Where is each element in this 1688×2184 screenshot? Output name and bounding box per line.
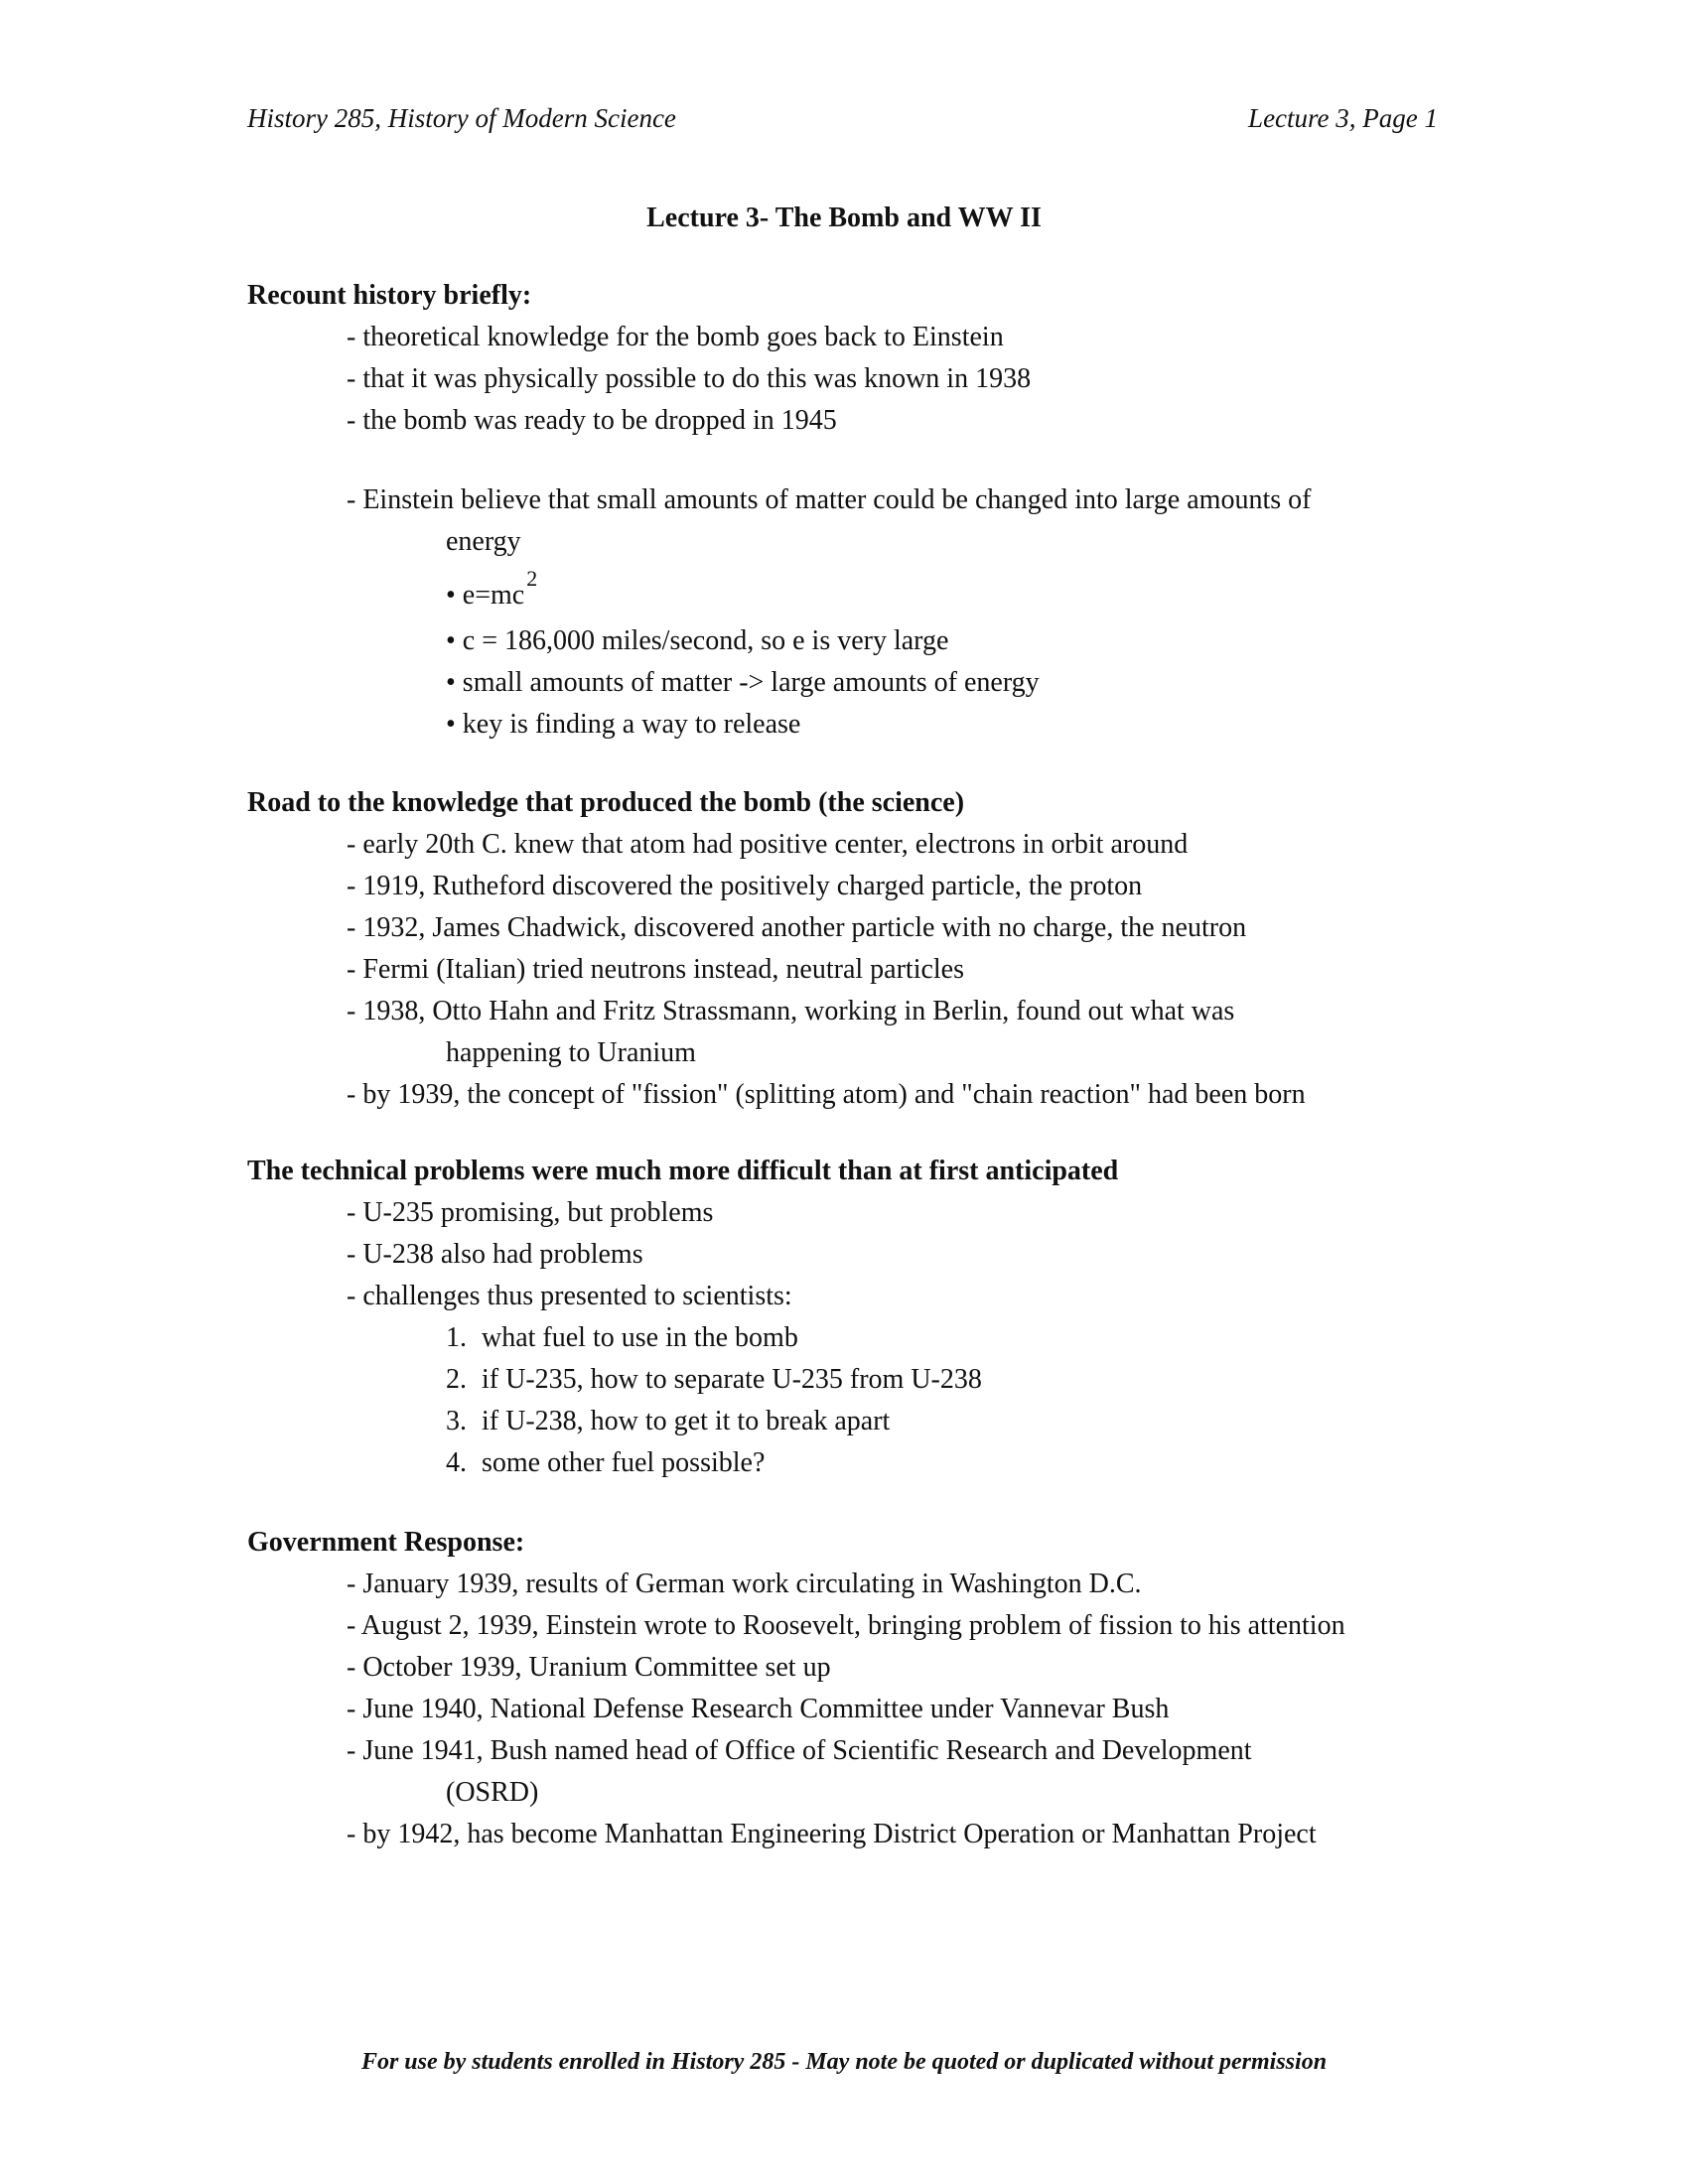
section-heading-recount: Recount history briefly: xyxy=(247,280,532,311)
bullet-item: • c = 186,000 miles/second, so e is very large xyxy=(446,625,949,656)
numbered-item xyxy=(446,1406,890,1437)
bullet-text: • e=mc xyxy=(446,580,525,611)
list-item: - U-238 also had problems xyxy=(347,1239,643,1270)
bullet-item: • small amounts of matter -> large amounts of energy xyxy=(446,667,1040,698)
list-item: - the bomb was ready to be dropped in 1945 xyxy=(347,405,837,436)
list-item: - challenges thus presented to scientists: xyxy=(347,1281,792,1311)
list-item: - August 2, 1939, Einstein wrote to Roosevelt, bringing problem of fission to his attention xyxy=(347,1610,1345,1641)
numbered-item xyxy=(446,1447,765,1479)
bullet-item xyxy=(446,566,538,612)
list-item: - 1932, James Chadwick, discovered another particle with no charge, the neutron xyxy=(347,912,1247,943)
page-header-left: History 285, History of Modern Science xyxy=(247,103,676,133)
list-item-continuation: (OSRD) xyxy=(446,1777,539,1808)
page-footer: For use by students enrolled in History 285 - May note be quoted or duplicated without permission xyxy=(360,2049,1328,2075)
item-number: 2. xyxy=(446,1364,467,1395)
item-number: 1. xyxy=(446,1322,467,1353)
list-item: - by 1942, has become Manhattan Engineering District Operation or Manhattan Project xyxy=(347,1819,1317,1849)
list-item: - that it was physically possible to do this was known in 1938 xyxy=(347,363,1032,394)
section-heading-road: Road to the knowledge that produced the bomb (the science) xyxy=(247,787,965,818)
list-item: - Fermi (Italian) tried neutrons instead, neutral particles xyxy=(347,954,965,985)
list-item: - October 1939, Uranium Committee set up xyxy=(347,1652,831,1683)
bullet-item: • key is finding a way to release xyxy=(446,709,801,740)
list-item-continuation: energy xyxy=(446,526,521,557)
list-item: - 1938, Otto Hahn and Fritz Strassmann, working in Berlin, found out what was xyxy=(347,996,1235,1026)
list-item: - June 1940, National Defense Research Committee under Vannevar Bush xyxy=(347,1694,1170,1724)
section-heading-government: Government Response: xyxy=(247,1527,525,1558)
list-item: - January 1939, results of German work circulating in Washington D.C. xyxy=(347,1569,1142,1599)
item-text: if U-238, how to get it to break apart xyxy=(482,1406,891,1436)
list-item: - June 1941, Bush named head of Office of Scientific Research and Development xyxy=(347,1735,1252,1766)
list-item: - U-235 promising, but problems xyxy=(347,1197,714,1228)
numbered-item xyxy=(446,1364,982,1396)
list-item: - theoretical knowledge for the bomb goes back to Einstein xyxy=(347,322,1004,352)
item-number: 3. xyxy=(446,1406,467,1436)
item-text: some other fuel possible? xyxy=(482,1447,766,1478)
page-header-right: Lecture 3, Page 1 xyxy=(1248,103,1438,133)
list-item-continuation: happening to Uranium xyxy=(446,1037,696,1068)
item-text: if U-235, how to separate U-235 from U-238 xyxy=(482,1364,982,1395)
lecture-title: Lecture 3- The Bomb and WW II xyxy=(646,203,1042,233)
list-item: - by 1939, the concept of "fission" (splitting atom) and "chain reaction" had been born xyxy=(347,1079,1306,1110)
item-text: what fuel to use in the bomb xyxy=(482,1322,798,1353)
list-item: - 1919, Rutheford discovered the positively charged particle, the proton xyxy=(347,871,1143,901)
list-item: - Einstein believe that small amounts of matter could be changed into large amounts of xyxy=(347,484,1312,515)
numbered-item xyxy=(446,1322,798,1354)
list-item: - early 20th C. knew that atom had positive center, electrons in orbit around xyxy=(347,829,1189,860)
section-heading-technical: The technical problems were much more difficult than at first anticipated xyxy=(247,1156,1119,1186)
item-number: 4. xyxy=(446,1447,467,1478)
superscript: 2 xyxy=(526,566,538,591)
